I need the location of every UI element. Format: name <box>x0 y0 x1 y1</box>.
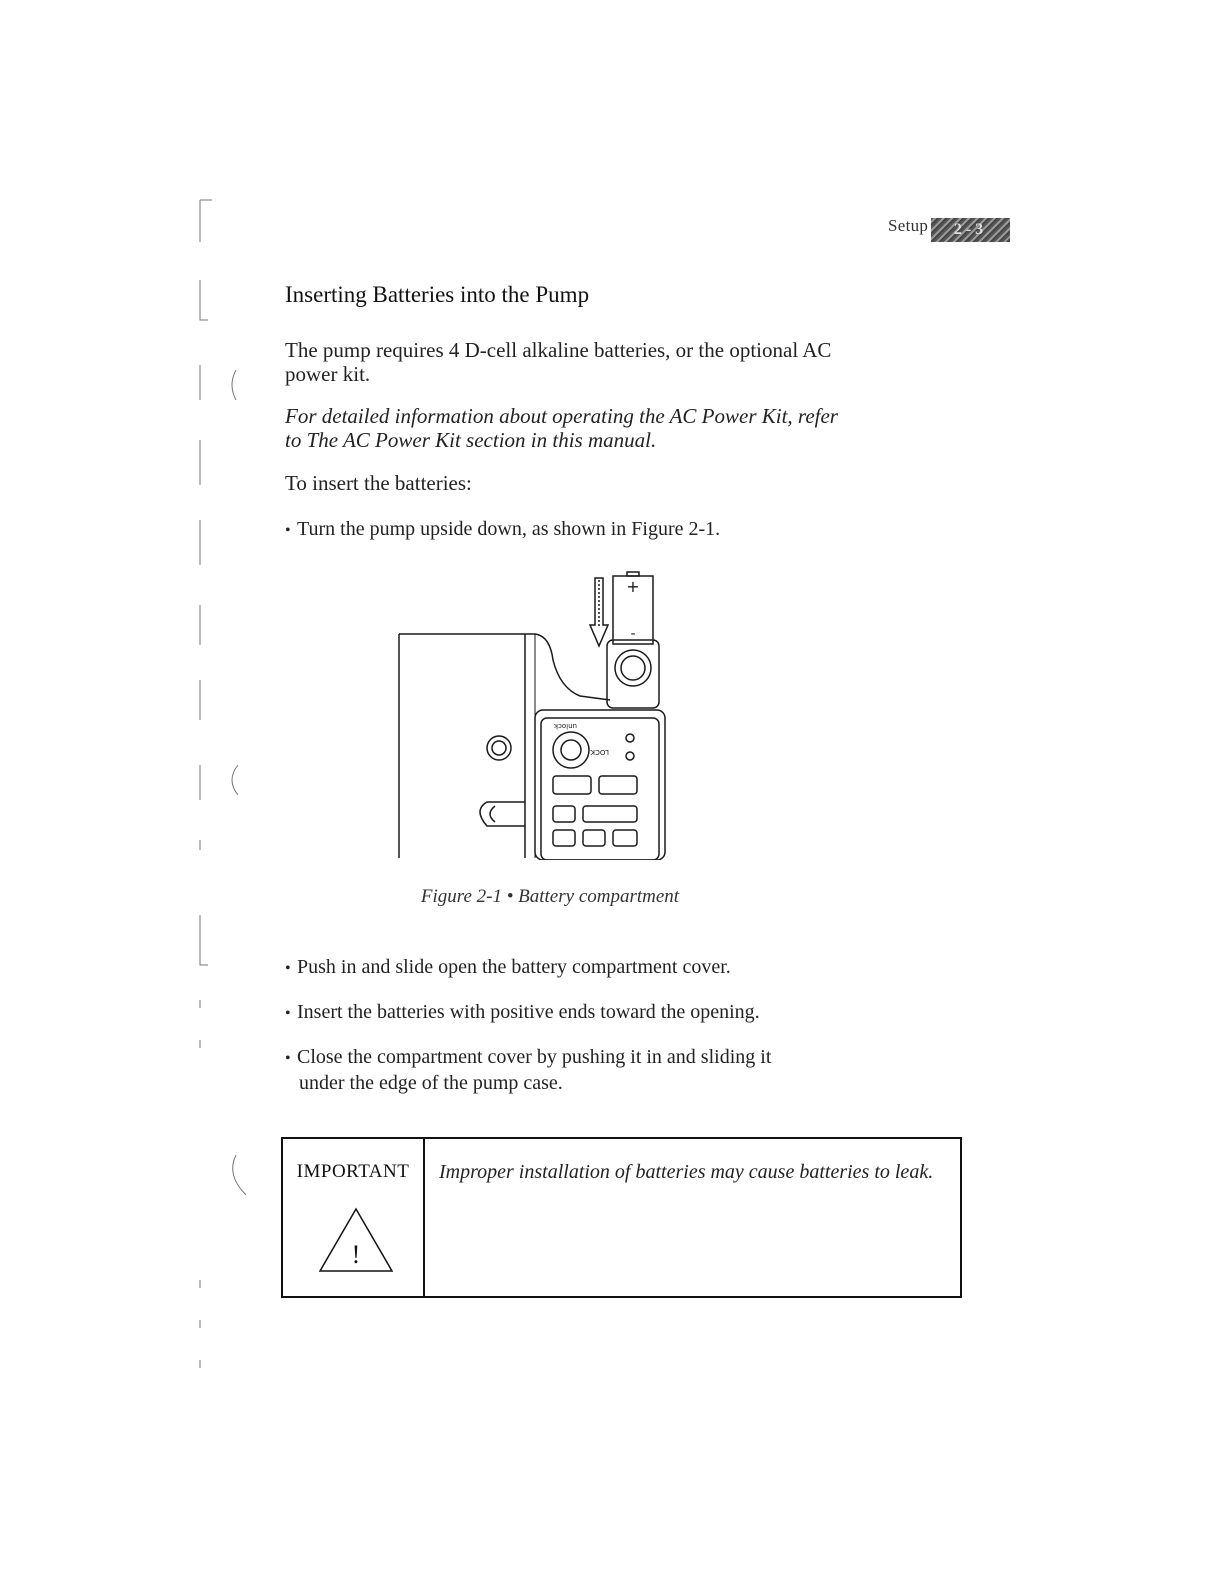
keypad-key <box>613 830 637 846</box>
indicator-light-1 <box>626 734 634 742</box>
battery-minus-sign: - <box>630 626 636 642</box>
warning-exclamation: ! <box>351 1240 361 1269</box>
bullet-glyph: • <box>285 960 291 977</box>
figure-caption: Figure 2-1 • Battery compartment <box>420 886 680 907</box>
ac-power-kit-note: For detailed information about operating the AC Power Kit, refer to The AC Power Kit section in this manual. <box>285 404 838 452</box>
step-4-text-line-2: under the edge of the pump case. <box>299 1072 563 1094</box>
notice-label: IMPORTANT <box>296 1161 410 1182</box>
battery-requirements-paragraph: The pump requires 4 D-cell alkaline batteries, or the optional AC power kit. <box>285 338 832 386</box>
keypad-key <box>583 830 605 846</box>
side-knob-icon <box>487 736 511 760</box>
control-panel <box>535 710 665 860</box>
step-1-text: Turn the pump upside down, as shown in Figure 2-1. <box>297 518 721 540</box>
bullet-glyph: • <box>285 1005 291 1022</box>
notice-text: Improper installation of batteries may cause batteries to leak. <box>439 1161 934 1183</box>
battery-plus-sign: + <box>626 577 640 596</box>
section-title: Inserting Batteries into the Pump <box>285 282 590 307</box>
step-3-text: Insert the batteries with positive ends toward the opening. <box>297 1001 760 1023</box>
side-clip-icon <box>480 802 525 826</box>
keypad-key <box>583 806 637 822</box>
step-4 <box>285 1045 845 1095</box>
step-2 <box>285 955 845 981</box>
keypad-key <box>553 830 575 846</box>
keypad-key <box>553 776 591 794</box>
bullet-glyph: • <box>285 1050 291 1067</box>
keypad-key <box>599 776 637 794</box>
bullet-glyph: • <box>285 522 291 539</box>
step-4-text-line-1: Close the compartment cover by pushing it in and sliding it <box>297 1046 772 1068</box>
page-number-tab: 2-3 <box>931 218 1010 242</box>
lock-label: LOCK <box>590 748 609 756</box>
keypad-key <box>553 806 575 822</box>
header-section-label: Setup <box>888 216 929 235</box>
step-2-text: Push in and slide open the battery compartment cover. <box>297 956 731 978</box>
step-3 <box>285 1000 845 1026</box>
unlock-label: unlock <box>553 722 577 730</box>
notice-label-cell <box>283 1139 425 1296</box>
battery-compartment-figure <box>395 570 675 860</box>
margin-scan-marks <box>0 0 270 1584</box>
pump-case-outline <box>399 634 610 700</box>
warning-triangle-icon <box>318 1207 394 1273</box>
indicator-light-2 <box>626 752 634 760</box>
important-notice-box <box>281 1137 962 1298</box>
instructions-intro: To insert the batteries: <box>285 471 472 495</box>
lock-knob-icon <box>553 732 589 768</box>
step-1 <box>285 517 845 543</box>
